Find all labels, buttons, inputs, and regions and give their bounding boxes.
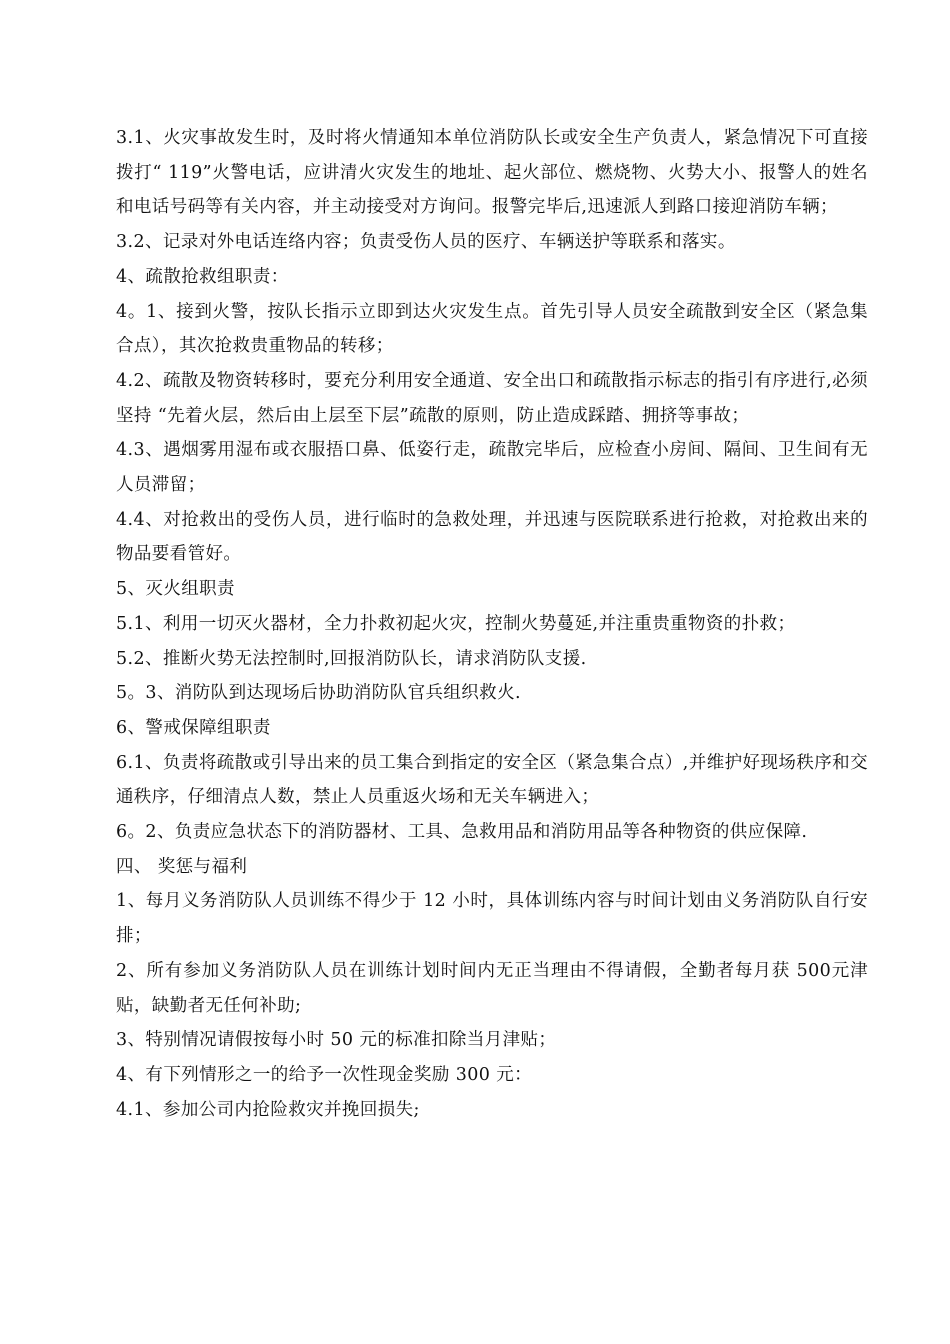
paragraph-rewards-4-1: 4.1、参加公司内抢险救灾并挽回损失;	[116, 1099, 420, 1120]
paragraph-4-4: 4.4、对抢救出的受伤人员，进行临时的急救处理，并迅速与医院联系进行抢救，对抢救出来的物品要看管好。	[116, 509, 868, 565]
paragraph-4-2: 4.2、疏散及物资转移时，要充分利用安全通道、安全出口和疏散指示标志的指引有序进行,必须坚持 “先着火层，然后由上层至下层”疏散的原则，防止造成踩踏、拥挤等事故；	[116, 370, 868, 426]
paragraph-rewards-4: 4、有下列情形之一的给予一次性现金奖励 300 元：	[116, 1064, 533, 1085]
section-heading-evacuation: 4、疏散抢救组职责：	[116, 266, 289, 287]
paragraph-3-2: 3.2、记录对外电话连络内容；负责受伤人员的医疗、车辆送护等联系和落实。	[116, 232, 736, 253]
paragraph-6-2: 6。2、负责应急状态下的消防器材、工具、急救用品和消防用品等各种物资的供应保障.	[116, 822, 808, 843]
paragraph-5-1: 5.1、利用一切灭火器材，全力扑救初起火灾，控制火势蔓延,并注重贵重物资的扑救；	[116, 613, 796, 634]
paragraph-4-1: 4。1、接到火警，按队长指示立即到达火灾发生点。首先引导人员安全疏散到安全区（紧急集合点），其次抢救贵重物品的转移；	[116, 301, 868, 357]
paragraph-5-2: 5.2、推断火势无法控制时,回报消防队长，请求消防队支援.	[116, 648, 587, 669]
paragraph-rewards-3: 3、特别情况请假按每小时 50 元的标准扣除当月津贴；	[116, 1030, 557, 1051]
paragraph-3-1: 3.1、火灾事故发生时，及时将火情通知本单位消防队长或安全生产负责人，紧急情况下可直接拨打“ 119”火警电话，应讲清火灾发生的地址、起火部位、燃烧物、火势大小、报警人的姓名和电话号码等有关内容，并主动接受对方询问。报警完毕后,迅速派人到路口接迎消防车辆；	[116, 128, 868, 218]
paragraph-5-3: 5。3、消防队到达现场后协助消防队官兵组织救火.	[116, 683, 521, 704]
section-heading-rewards: 四、 奖惩与福利	[116, 856, 248, 877]
paragraph-rewards-1: 1、每月义务消防队人员训练不得少于 12 小时，具体训练内容与时间计划由义务消防队自行安排；	[116, 891, 868, 947]
paragraph-6-1: 6.1、负责将疏散或引导出来的员工集合到指定的安全区（紧急集合点）,并维护好现场秩序和交通秩序，仔细清点人数，禁止人员重返火场和无关车辆进入；	[116, 752, 868, 808]
document-body	[116, 121, 868, 1127]
paragraph-4-3: 4.3、遇烟雾用湿布或衣服捂口鼻、低姿行走，疏散完毕后，应检查小房间、隔间、卫生间有无人员滞留；	[116, 440, 868, 496]
section-heading-security: 6、警戒保障组职责	[116, 717, 271, 738]
section-heading-firefighting: 5、灭火组职责	[116, 579, 235, 600]
paragraph-rewards-2: 2、所有参加义务消防队人员在训练计划时间内无正当理由不得请假，全勤者每月获 500元津贴，缺勤者无任何补助;	[116, 960, 868, 1016]
